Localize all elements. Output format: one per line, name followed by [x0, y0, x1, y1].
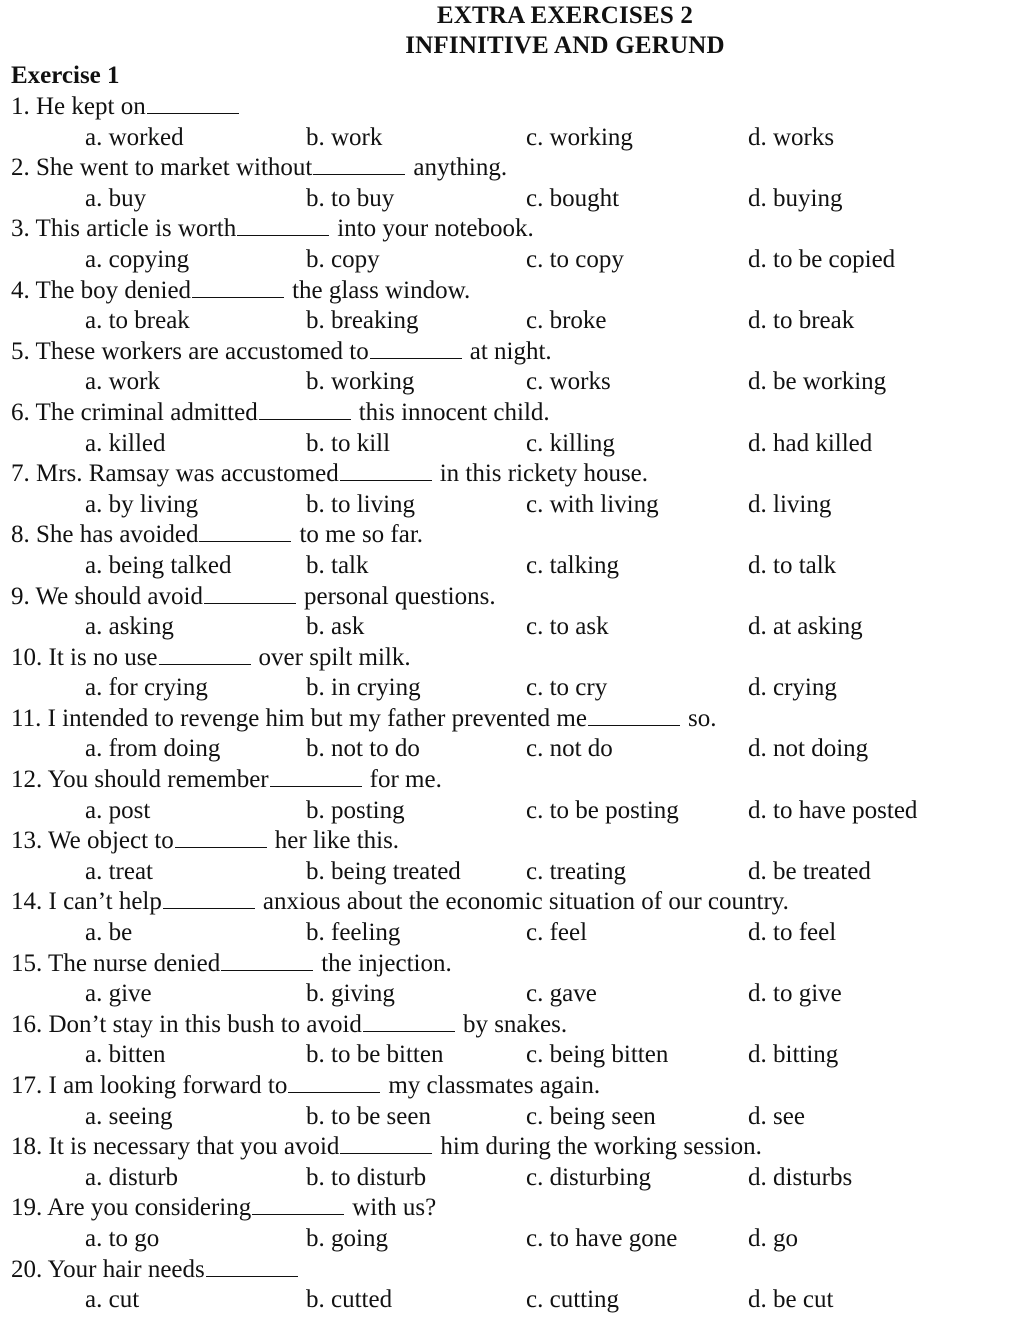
answer-option: c. to copy	[526, 245, 624, 273]
answer-option: b. feeling	[306, 919, 401, 947]
answer-blank	[221, 950, 313, 971]
answer-option: b. ask	[306, 613, 365, 641]
answer-option: a. copying	[85, 245, 190, 273]
answer-option: c. to be posting	[526, 796, 679, 824]
question-stem	[0, 582, 1024, 613]
question-stem	[0, 826, 1024, 857]
answer-option: a. cut	[85, 1286, 140, 1314]
answer-option: d. at asking	[748, 613, 863, 641]
question-stem	[0, 92, 1024, 123]
answer-option: c. not do	[526, 735, 613, 763]
answer-option: d. be cut	[748, 1286, 834, 1314]
answer-options	[0, 245, 1024, 276]
question-list	[0, 92, 1024, 1316]
answer-option: a. to break	[85, 307, 190, 335]
question-text-after: with us?	[352, 1194, 437, 1222]
question-stem	[0, 153, 1024, 184]
answer-blank	[163, 888, 255, 909]
answer-options	[0, 796, 1024, 827]
question-text-after: the injection.	[321, 949, 452, 977]
answer-option: d. had killed	[748, 429, 873, 457]
question-text-after: so.	[687, 704, 717, 732]
answer-option: a. to go	[85, 1224, 160, 1252]
answer-options	[0, 918, 1024, 949]
answer-option: c. feel	[526, 919, 588, 947]
answer-option: c. works	[526, 368, 611, 396]
answer-blank	[270, 766, 362, 787]
answer-option: d. to break	[748, 307, 855, 335]
question-stem	[0, 1010, 1024, 1041]
answer-option: c. broke	[526, 307, 607, 335]
answer-option: c. with living	[526, 490, 659, 518]
question-stem	[0, 1193, 1024, 1224]
answer-option: b. working	[306, 368, 415, 396]
answer-option: d. be treated	[748, 857, 871, 885]
answer-option: d. see	[748, 1102, 805, 1130]
question-text-after: the glass window.	[292, 276, 471, 304]
answer-blank	[199, 521, 291, 542]
answer-options	[0, 673, 1024, 704]
question-stem	[0, 704, 1024, 735]
answer-option: a. disturb	[85, 1163, 179, 1191]
question-text: 2. She went to market without	[11, 154, 313, 182]
answer-option: b. to living	[306, 490, 416, 518]
answer-option: a. seeing	[85, 1102, 173, 1130]
answer-option: a. asking	[85, 613, 174, 641]
question-text: 5. These workers are accustomed to	[11, 337, 369, 365]
question-stem	[0, 398, 1024, 429]
question-text: 1. He kept on	[11, 93, 146, 120]
question-text-after: anything.	[413, 154, 508, 182]
question-text: 10. It is no use	[11, 643, 158, 671]
answer-blank	[192, 277, 284, 298]
answer-options	[0, 1040, 1024, 1071]
answer-option: a. for crying	[85, 674, 208, 702]
answer-option: c. cutting	[526, 1286, 620, 1314]
answer-option: d. be working	[748, 368, 887, 396]
answer-blank	[237, 215, 329, 236]
answer-option: d. to be copied	[748, 245, 896, 273]
answer-option: d. to feel	[748, 919, 837, 947]
answer-option: c. to have gone	[526, 1224, 678, 1252]
answer-blank	[252, 1194, 344, 1215]
question-text: 18. It is necessary that you avoid	[11, 1133, 340, 1161]
answer-option: b. breaking	[306, 307, 419, 335]
answer-options	[0, 551, 1024, 582]
answer-option: d. not doing	[748, 735, 869, 763]
question-stem	[0, 1071, 1024, 1102]
answer-option: c. to ask	[526, 613, 609, 641]
answer-option: a. treat	[85, 857, 154, 885]
question-text-after: this innocent child.	[358, 398, 550, 426]
answer-option: a. post	[85, 796, 151, 824]
question-text: 13. We object to	[11, 827, 174, 855]
exercise-heading: Exercise 1	[11, 62, 120, 89]
question-text: 14. I can’t help	[11, 888, 162, 916]
question-stem	[0, 1255, 1024, 1286]
answer-option: b. not to do	[306, 735, 420, 763]
answer-blank	[204, 583, 296, 604]
answer-option: a. buy	[85, 184, 147, 212]
answer-option: b. being treated	[306, 857, 461, 885]
answer-option: c. treating	[526, 857, 626, 885]
question-stem	[0, 765, 1024, 796]
question-text: 19. Are you considering	[11, 1194, 252, 1222]
answer-options	[0, 123, 1024, 154]
answer-option: a. be	[85, 919, 133, 947]
answer-options	[0, 979, 1024, 1010]
answer-blank	[340, 460, 432, 481]
answer-option: b. work	[306, 123, 383, 151]
question-text: 9. We should avoid	[11, 582, 203, 610]
answer-blank	[259, 399, 351, 420]
answer-option: b. cutted	[306, 1286, 393, 1314]
question-text-after: over spilt milk.	[258, 643, 411, 671]
answer-option: d. to give	[748, 980, 842, 1008]
question-text: 12. You should remember	[11, 766, 269, 794]
answer-option: d. disturbs	[748, 1163, 853, 1191]
answer-blank	[206, 1256, 298, 1277]
question-text-after: in this rickety house.	[439, 460, 649, 488]
answer-option: b. copy	[306, 245, 380, 273]
question-text: 6. The criminal admitted	[11, 398, 258, 426]
answer-option: b. posting	[306, 796, 405, 824]
answer-option: b. to be seen	[306, 1102, 431, 1130]
answer-option: c. bought	[526, 184, 620, 212]
question-text-after: by snakes.	[462, 1010, 568, 1038]
answer-option: b. going	[306, 1224, 388, 1252]
answer-option: d. crying	[748, 674, 837, 702]
question-stem	[0, 276, 1024, 307]
answer-option: b. in crying	[306, 674, 421, 702]
question-stem	[0, 459, 1024, 490]
answer-option: c. killing	[526, 429, 615, 457]
question-text: 3. This article is worth	[11, 215, 237, 243]
answer-options	[0, 1224, 1024, 1255]
answer-option: d. go	[748, 1224, 798, 1252]
answer-blank	[370, 338, 462, 359]
answer-blank	[147, 93, 239, 114]
answer-option: c. gave	[526, 980, 597, 1008]
question-text: 4. The boy denied	[11, 276, 192, 304]
question-stem	[0, 1132, 1024, 1163]
answer-options	[0, 367, 1024, 398]
question-stem	[0, 887, 1024, 918]
answer-blank	[363, 1011, 455, 1032]
answer-option: d. bitting	[748, 1041, 839, 1069]
answer-option: d. living	[748, 490, 832, 518]
question-stem	[0, 214, 1024, 245]
question-text: 20. Your hair needs	[11, 1255, 205, 1283]
worksheet-subtitle: INFINITIVE AND GERUND	[405, 32, 725, 59]
worksheet-title: EXTRA EXERCISES 2	[436, 2, 694, 29]
answer-option: b. to buy	[306, 184, 395, 212]
answer-blank	[159, 644, 251, 665]
answer-option: d. buying	[748, 184, 843, 212]
answer-blank	[340, 1133, 432, 1154]
question-text: 11. I intended to revenge him but my father prevented me	[11, 704, 587, 732]
answer-option: c. to cry	[526, 674, 608, 702]
answer-blank	[588, 705, 680, 726]
answer-option: a. killed	[85, 429, 166, 457]
question-stem	[0, 949, 1024, 980]
question-text: 16. Don’t stay in this bush to avoid	[11, 1010, 362, 1038]
answer-blank	[175, 827, 267, 848]
question-text: 15. The nurse denied	[11, 949, 221, 977]
answer-option: d. to talk	[748, 551, 837, 579]
question-stem	[0, 643, 1024, 674]
answer-option: b. giving	[306, 980, 395, 1008]
answer-option: c. talking	[526, 551, 620, 579]
question-text-after: for me.	[369, 766, 442, 794]
question-stem	[0, 520, 1024, 551]
answer-option: a. work	[85, 368, 160, 396]
answer-option: d. works	[748, 123, 835, 151]
answer-option: a. by living	[85, 490, 199, 518]
answer-options	[0, 1102, 1024, 1133]
question-text-after: at night.	[469, 337, 552, 365]
answer-option: d. to have posted	[748, 796, 918, 824]
question-text: 17. I am looking forward to	[11, 1072, 288, 1099]
answer-options	[0, 612, 1024, 643]
question-text: 8. She has avoided	[11, 521, 199, 549]
answer-options	[0, 306, 1024, 337]
question-text-after: to me so far.	[299, 521, 424, 549]
answer-options	[0, 734, 1024, 765]
answer-option: a. from doing	[85, 735, 221, 763]
answer-option: a. worked	[85, 123, 184, 151]
answer-option: b. to kill	[306, 429, 391, 457]
answer-option: b. to disturb	[306, 1163, 427, 1191]
answer-option: c. working	[526, 123, 633, 151]
question-text-after: anxious about the economic situation of our country.	[262, 888, 789, 916]
question-text-after: my classmates again.	[388, 1072, 601, 1099]
answer-option: a. being talked	[85, 551, 232, 579]
answer-option: a. bitten	[85, 1041, 166, 1069]
question-text-after: into your notebook.	[337, 215, 534, 243]
answer-options	[0, 184, 1024, 215]
answer-blank	[313, 154, 405, 175]
answer-options	[0, 1285, 1024, 1316]
answer-options	[0, 857, 1024, 888]
question-text: 7. Mrs. Ramsay was accustomed	[11, 460, 339, 488]
answer-option: b. talk	[306, 551, 369, 579]
question-text-after: him during the working session.	[440, 1133, 762, 1161]
answer-options	[0, 429, 1024, 460]
question-stem	[0, 337, 1024, 368]
answer-blank	[288, 1072, 380, 1093]
question-text-after: her like this.	[274, 827, 400, 855]
answer-option: c. disturbing	[526, 1163, 651, 1191]
answer-option: c. being seen	[526, 1102, 656, 1130]
answer-option: a. give	[85, 980, 152, 1008]
answer-options	[0, 490, 1024, 521]
answer-option: c. being bitten	[526, 1041, 669, 1069]
answer-options	[0, 1163, 1024, 1194]
answer-option: b. to be bitten	[306, 1041, 444, 1069]
question-text-after: personal questions.	[303, 582, 496, 610]
